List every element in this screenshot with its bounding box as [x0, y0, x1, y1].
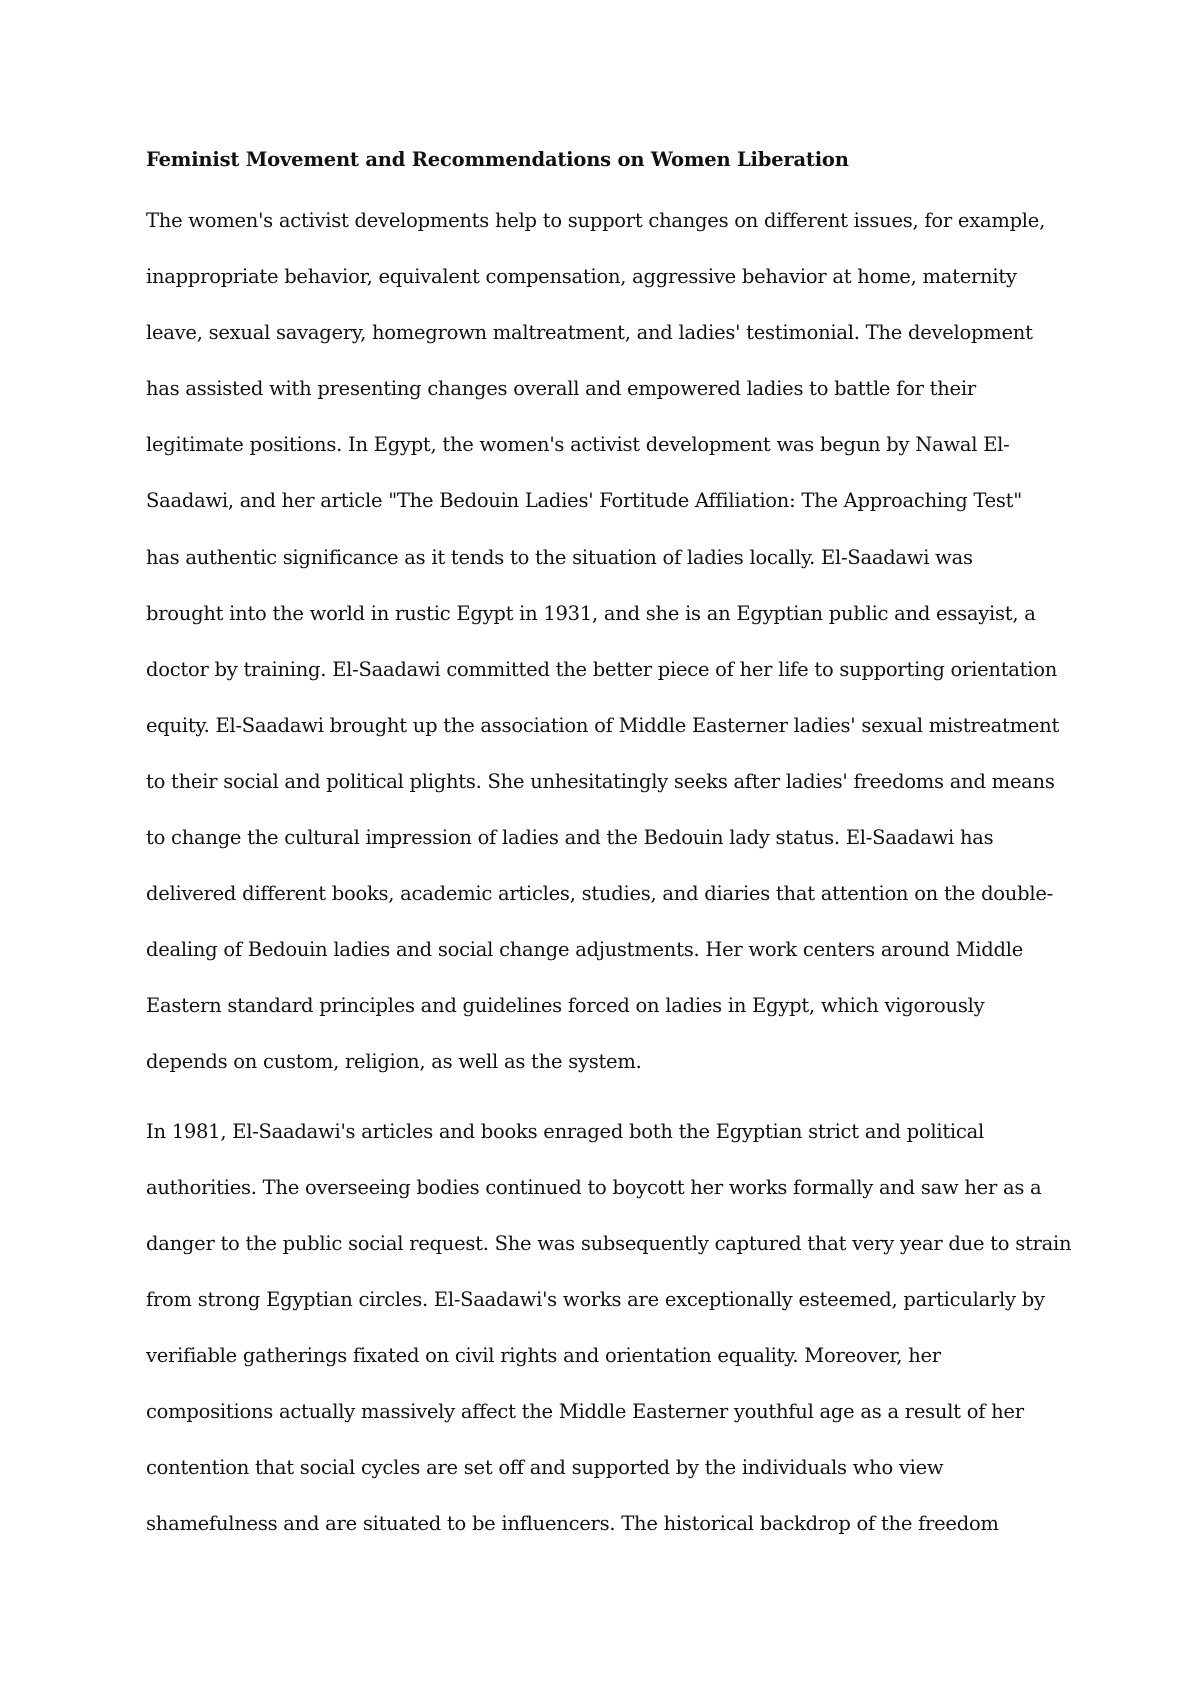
- text-line: Eastern standard principles and guidelines forced on ladies in Egypt, which vigorously: [146, 994, 985, 1018]
- document-body: [146, 140, 1071, 1552]
- text-line: from strong Egyptian circles. El-Saadawi's works are exceptionally esteemed, particularly by: [146, 1287, 1045, 1311]
- text-line: shamefulness and are situated to be influencers. The historical backdrop of the freedom: [146, 1512, 999, 1536]
- paragraph-1: [146, 193, 1071, 1091]
- text-line: compositions actually massively affect the Middle Easterner youthful age as a result of her: [146, 1399, 1024, 1423]
- text-line: legitimate positions. In Egypt, the women's activist development was begun by Nawal El-: [146, 433, 1010, 457]
- text-line: leave, sexual savagery, homegrown maltreatment, and ladies' testimonial. The development: [146, 321, 1033, 345]
- text-line: delivered different books, academic articles, studies, and diaries that attention on the double-: [146, 882, 1053, 906]
- document-title: Feminist Movement and Recommendations on Women Liberation: [146, 148, 849, 171]
- text-line: has assisted with presenting changes overall and empowered ladies to battle for their: [146, 377, 976, 401]
- paragraph-2: [146, 1104, 1071, 1553]
- text-line: Saadawi, and her article "The Bedouin Ladies' Fortitude Affiliation: The Approaching Test": [146, 489, 1022, 513]
- text-line: dealing of Bedouin ladies and social change adjustments. Her work centers around Middle: [146, 938, 1024, 962]
- text-line: has authentic significance as it tends to the situation of ladies locally. El-Saadawi was: [146, 545, 973, 569]
- text-line: In 1981, El-Saadawi's articles and books enraged both the Egyptian strict and political: [146, 1119, 984, 1143]
- text-line: authorities. The overseeing bodies continued to boycott her works formally and saw her as a: [146, 1175, 1042, 1199]
- text-line: to their social and political plights. She unhesitatingly seeks after ladies' freedoms and means: [146, 769, 1055, 793]
- text-line: danger to the public social request. She was subsequently captured that very year due to strain: [146, 1231, 1072, 1255]
- text-line: verifiable gatherings fixated on civil rights and orientation equality. Moreover, her: [146, 1343, 941, 1367]
- text-line: depends on custom, religion, as well as the system.: [146, 1050, 642, 1074]
- text-line: The women's activist developments help to support changes on different issues, for example,: [146, 209, 1046, 232]
- text-line: brought into the world in rustic Egypt in 1931, and she is an Egyptian public and essayist, a: [146, 601, 1036, 625]
- text-line: doctor by training. El-Saadawi committed the better piece of her life to supporting orientation: [146, 657, 1058, 681]
- text-line: to change the cultural impression of ladies and the Bedouin lady status. El-Saadawi has: [146, 826, 994, 850]
- text-line: contention that social cycles are set off and supported by the individuals who view: [146, 1456, 944, 1480]
- text-line: equity. El-Saadawi brought up the association of Middle Easterner ladies' sexual mistreatment: [146, 713, 1060, 737]
- text-line: inappropriate behavior, equivalent compensation, aggressive behavior at home, maternity: [146, 265, 1017, 289]
